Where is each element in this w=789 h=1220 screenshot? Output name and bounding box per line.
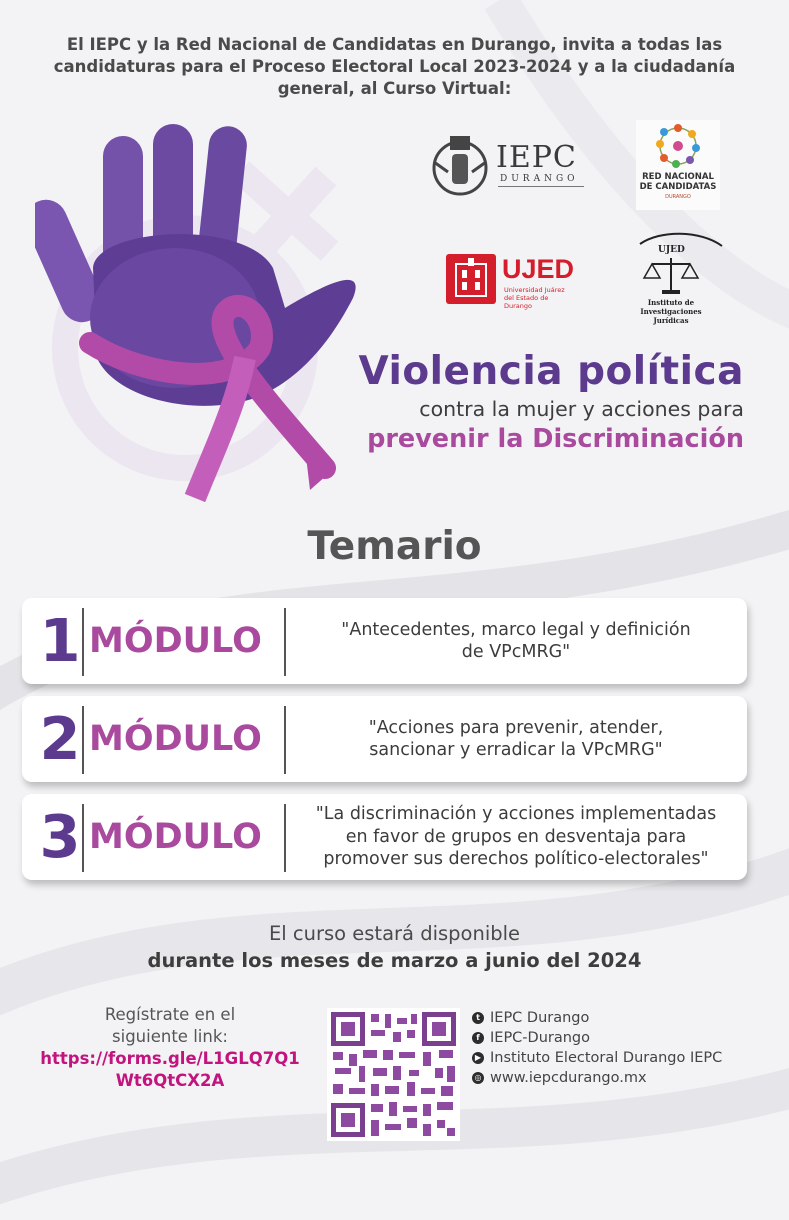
hand-ribbon-illustration [35, 118, 395, 518]
inst-line: Instituto de [647, 298, 695, 307]
red-line: RED NACIONAL [642, 172, 714, 182]
red-nacional-text [636, 172, 720, 192]
module-number: 1 [39, 606, 81, 675]
availability-dates: durante los meses de marzo a junio del 2024 [147, 949, 642, 972]
intro-line: candidaturas para el Proceso Electoral Local 2023-2024 y a la ciudadanía [53, 57, 736, 76]
module-label: MÓDULO [89, 621, 262, 661]
social-item-facebook[interactable] [472, 1028, 772, 1048]
module-description [292, 598, 740, 684]
module-number: 2 [39, 704, 81, 773]
twitter-icon: t [472, 1012, 484, 1024]
red-nacional-subtext: DURANGO [665, 194, 691, 200]
instituto-text [630, 298, 712, 325]
iepc-logo-text: IEPC [496, 140, 577, 175]
register-instructions [20, 1004, 320, 1048]
qr-code[interactable] [327, 1008, 460, 1141]
temario-heading: Temario [307, 524, 482, 569]
iepc-emblem-icon [428, 132, 492, 198]
inst-line: Investigaciones [640, 307, 702, 316]
module-desc-line: sancionar y erradicar la VPcMRG" [369, 740, 663, 760]
module-card-2 [22, 696, 747, 782]
iepc-logo-rule [498, 186, 584, 187]
web-icon: ◎ [472, 1072, 484, 1084]
module-desc-line: en favor de grupos en desventaja para [345, 826, 687, 847]
module-divider [82, 608, 84, 676]
red-line: DE CANDIDATAS [639, 182, 717, 192]
module-divider [284, 804, 286, 872]
social-item-youtube[interactable] [472, 1048, 772, 1068]
module-label: MÓDULO [89, 719, 262, 759]
social-links [472, 1008, 772, 1088]
social-item-twitter[interactable] [472, 1008, 772, 1028]
registration-link-line[interactable]: https://forms.gle/L1GLQ7Q1 [40, 1049, 300, 1068]
instituto-logo [630, 232, 734, 330]
instituto-badge-text: UJED [658, 245, 685, 255]
course-title [304, 348, 744, 456]
intro-line: El IEPC y la Red Nacional de Candidatas en Durango, invita a todas las [66, 35, 723, 54]
registration-link-line[interactable]: Wt6QtCX2A [115, 1071, 225, 1090]
social-label[interactable]: IEPC-Durango [490, 1030, 591, 1046]
registration-link[interactable] [20, 1048, 320, 1092]
social-label[interactable]: www.iepcdurango.mx [490, 1070, 647, 1086]
network-people-icon [636, 120, 720, 170]
module-desc-line: de VPcMRG" [461, 642, 571, 662]
scales-of-justice-icon [630, 232, 734, 298]
ujed-sub-line: Universidad Juárez [504, 286, 565, 294]
module-divider [284, 706, 286, 774]
red-nacional-logo [636, 120, 720, 210]
module-number: 3 [39, 802, 81, 871]
iepc-logo-subtext: DURANGO [500, 174, 579, 184]
module-card-1 [22, 598, 747, 684]
ujed-building-icon [446, 254, 496, 304]
module-desc-line: "Acciones para prevenir, atender, [368, 717, 664, 738]
module-label: MÓDULO [89, 817, 262, 857]
ujed-sub-line: del Estado de Durango [504, 294, 549, 310]
module-desc-line: promover sus derechos político-electorales" [323, 849, 709, 870]
youtube-icon: ▶ [472, 1052, 484, 1064]
module-divider [82, 706, 84, 774]
register-line: siguiente link: [112, 1027, 228, 1046]
title-emphasis: prevenir la Discriminación [367, 424, 744, 454]
inst-line: Jurídicas [653, 316, 689, 325]
intro-line: general, al Curso Virtual: [277, 79, 512, 98]
ujed-logo [446, 254, 576, 310]
module-desc-line: "La discriminación y acciones implementadas [315, 804, 717, 825]
module-desc-line: "Antecedentes, marco legal y definición [341, 619, 691, 640]
module-description [292, 696, 740, 782]
social-label[interactable]: IEPC Durango [490, 1010, 590, 1026]
facebook-icon: f [472, 1032, 484, 1044]
iepc-logo [428, 132, 588, 200]
social-item-website[interactable] [472, 1068, 772, 1088]
title-subtitle: contra la mujer y acciones para [419, 397, 744, 421]
availability-line: El curso estará disponible [268, 922, 521, 945]
module-divider [82, 804, 84, 872]
register-line: Regístrate en el [104, 1005, 236, 1024]
module-description [292, 794, 740, 880]
ujed-logo-text: UJED [502, 254, 575, 284]
title-main: Violencia política [358, 349, 744, 394]
module-divider [284, 608, 286, 676]
availability-text [0, 920, 789, 974]
module-card-3 [22, 794, 747, 880]
social-label[interactable]: Instituto Electoral Durango IEPC [490, 1050, 723, 1066]
ujed-logo-subtext [504, 286, 576, 310]
intro-text [30, 34, 759, 100]
